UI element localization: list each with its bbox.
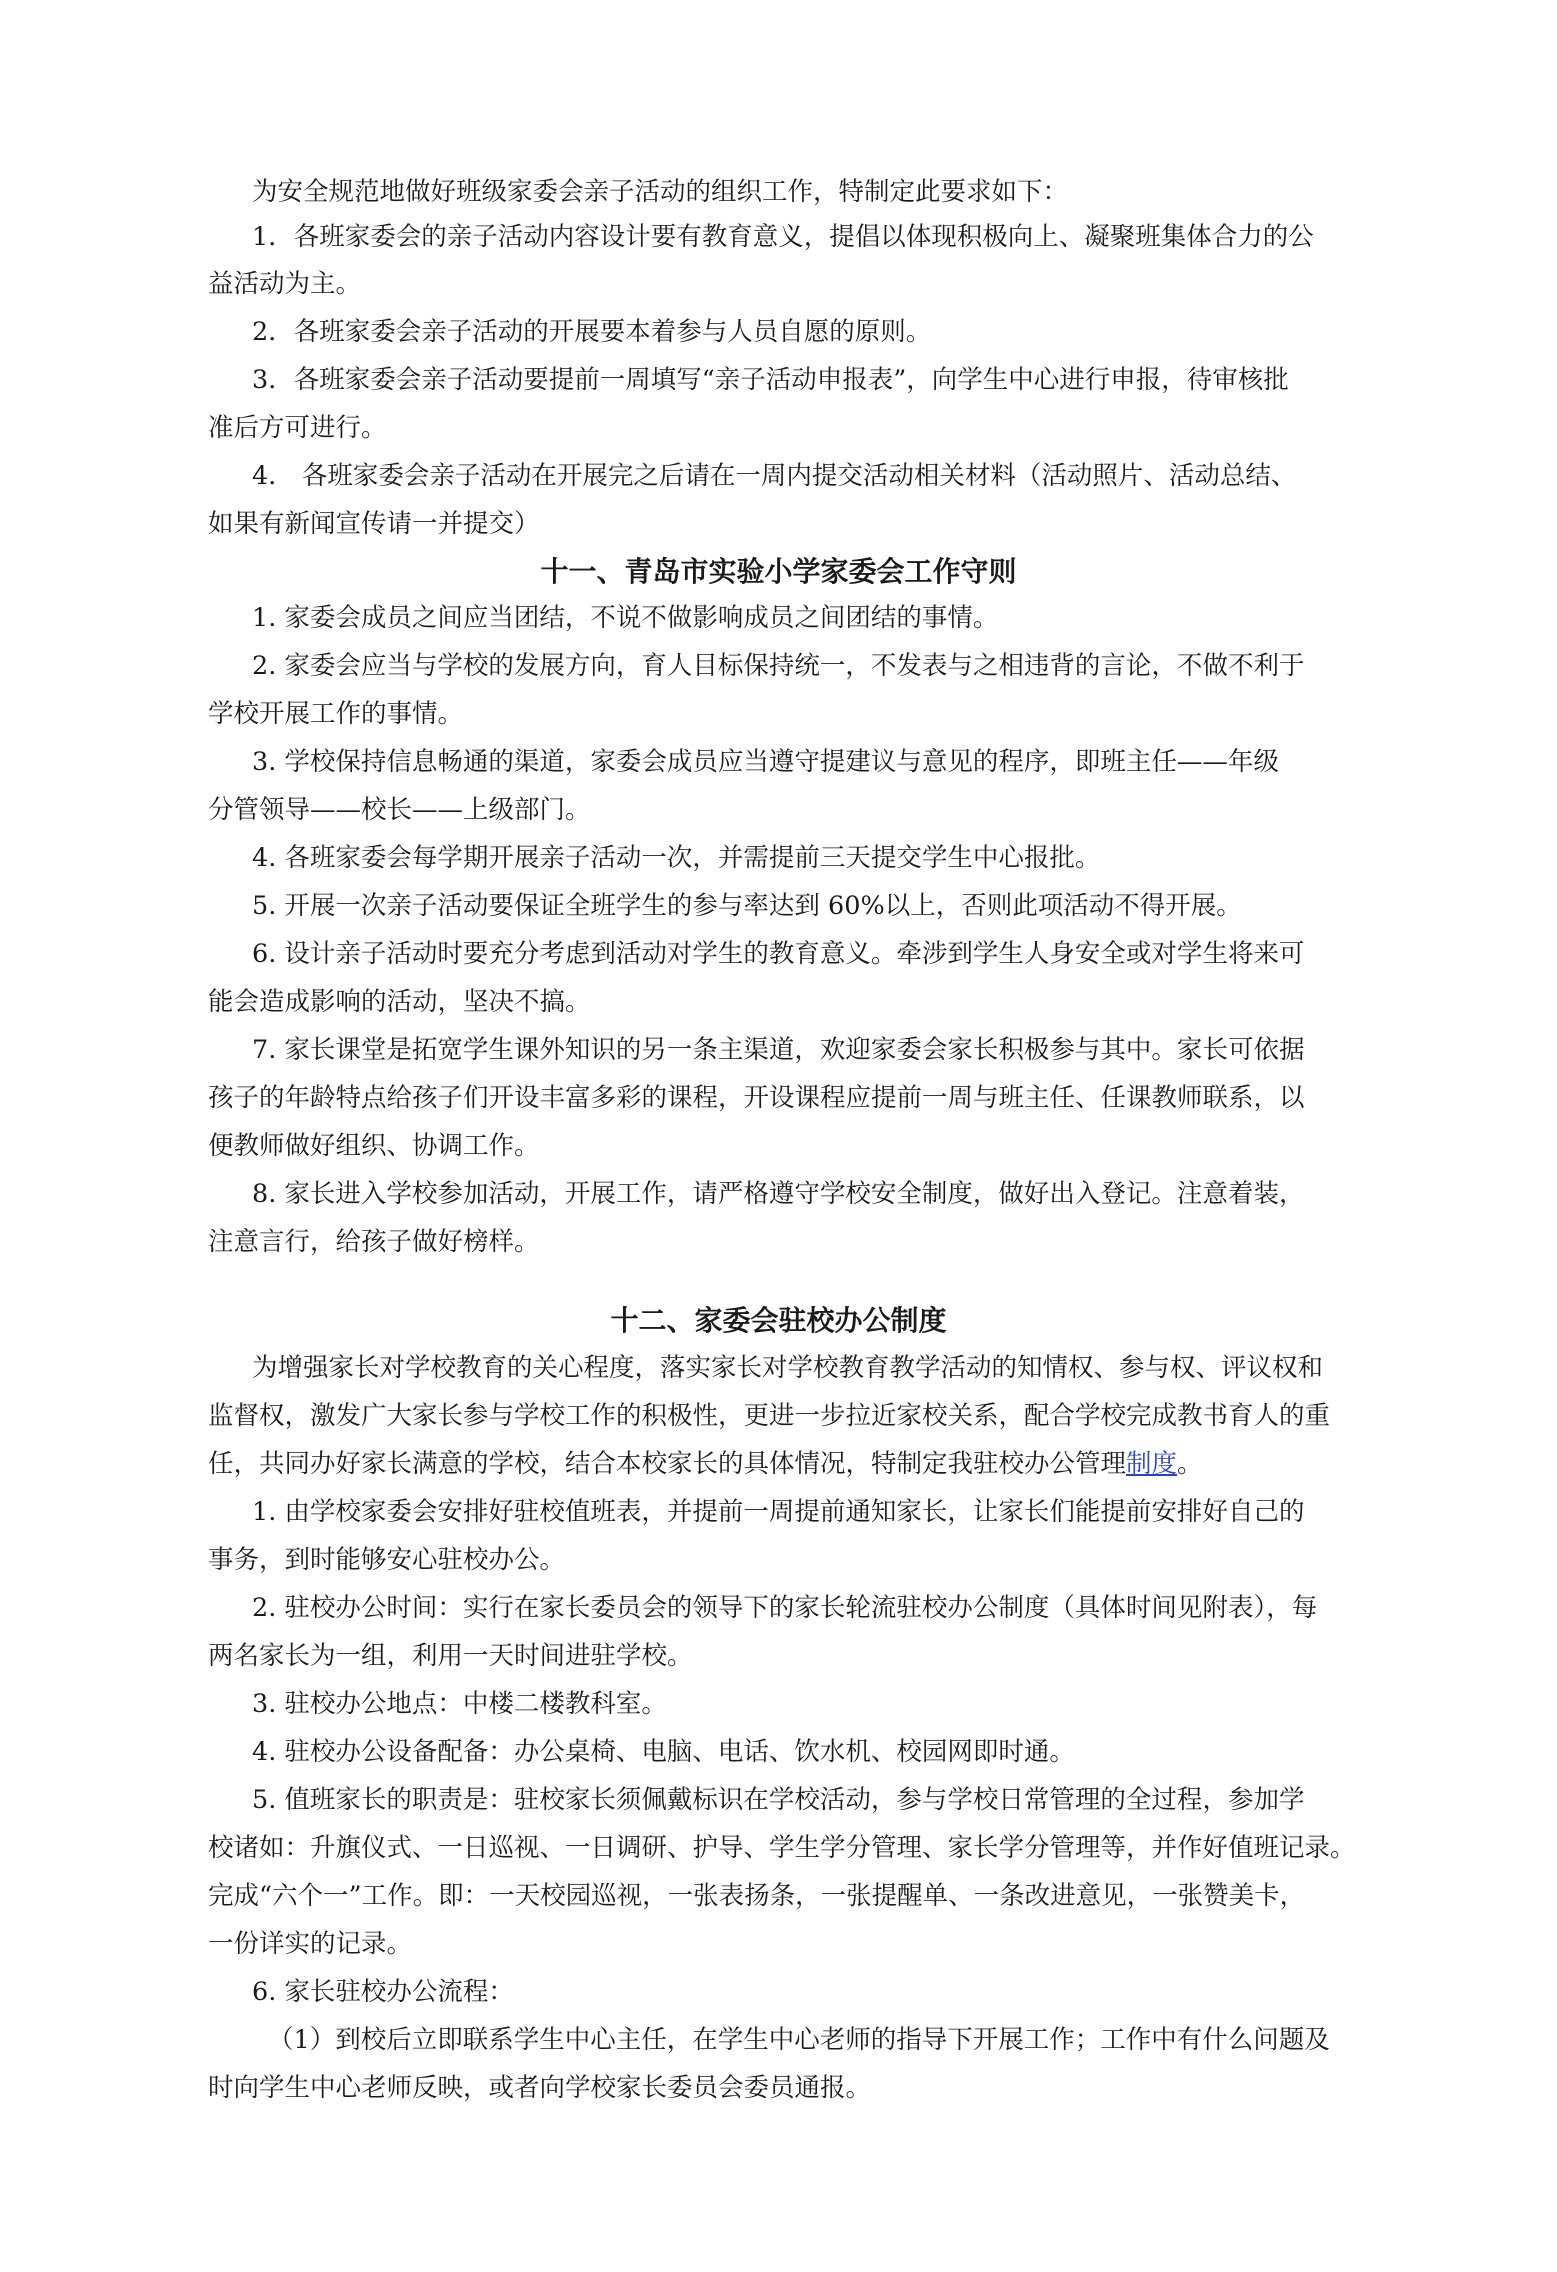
rule-2-cont: 学校开展工作的事情。 — [208, 699, 464, 729]
item-2: 2. 驻校办公时间：实行在家长委员会的领导下的家长轮流驻校办公制度（具体时间见附表），每 — [252, 1593, 1318, 1623]
rule-8: 8. 家长进入学校参加活动，开展工作，请严格遵守学校安全制度，做好出入登记。注意着装， — [252, 1179, 1305, 1209]
rule-3-cont: 分管领导——校长——上级部门。 — [208, 795, 591, 825]
intro-item-1-cont: 益活动为主。 — [208, 269, 362, 299]
intro-item-1: 1．各班家委会的亲子活动内容设计要有教育意义，提倡以体现积极向上、凝聚班集体合力的公 — [252, 222, 1314, 252]
rule-6-cont: 能会造成影响的活动，坚决不搞。 — [208, 987, 591, 1017]
item-2-cont: 两名家长为一组，利用一天时间进驻学校。 — [208, 1641, 693, 1671]
intro-item-4-cont: 如果有新闻宣传请一并提交） — [208, 509, 540, 539]
rule-7-cont-2: 便教师做好组织、协调工作。 — [208, 1131, 540, 1161]
item-1-cont: 事务，到时能够安心驻校办公。 — [208, 1545, 566, 1575]
section-11-title: 十一、青岛市实验小学家委会工作守则 — [540, 555, 1017, 588]
rule-2: 2. 家委会应当与学校的发展方向，育人目标保持统一，不发表与之相违背的言论，不做不利于 — [252, 651, 1305, 681]
section-12-intro: 为增强家长对学校教育的关心程度，落实家长对学校教育教学活动的知情权、参与权、评议权和 — [252, 1353, 1324, 1383]
item-4: 4. 驻校办公设备配备：办公桌椅、电脑、电话、饮水机、校园网即时通。 — [252, 1737, 1075, 1767]
rule-6: 6. 设计亲子活动时要充分考虑到活动对学生的教育意义。牵涉到学生人身安全或对学生将来可 — [252, 939, 1305, 969]
item-5-cont-3: 一份详实的记录。 — [208, 1929, 413, 1959]
section-12-intro-text: 任，共同办好家长满意的学校，结合本校家长的具体情况，特制定我驻校办公管理 — [208, 1449, 1127, 1479]
regulation-link[interactable]: 制度 — [1126, 1449, 1178, 1479]
rule-5: 5. 开展一次亲子活动要保证全班学生的参与率达到 60%以上，否则此项活动不得开展。 — [252, 891, 1242, 921]
rule-1: 1. 家委会成员之间应当团结，不说不做影响成员之间团结的事情。 — [252, 603, 999, 633]
item-6: 6. 家长驻校办公流程： — [252, 1977, 514, 2007]
section-12-intro-cont-1: 监督权，激发广大家长参与学校工作的积极性，更进一步拉近家校关系，配合学校完成教书育人的重 — [208, 1401, 1331, 1431]
section-12-title: 十二、家委会驻校办公制度 — [610, 1304, 947, 1337]
rule-7-cont-1: 孩子的年龄特点给孩子们开设丰富多彩的课程，开设课程应提前一周与班主任、任课教师联系，以 — [208, 1083, 1305, 1113]
rule-8-cont: 注意言行，给孩子做好榜样。 — [208, 1227, 540, 1257]
rule-4: 4. 各班家委会每学期开展亲子活动一次，并需提前三天提交学生中心报批。 — [252, 843, 1101, 873]
section-12-intro-cont-2 — [0, 1446, 1557, 1482]
intro-item-4: 4． 各班家委会亲子活动在开展完之后请在一周内提交活动相关材料（活动照片、活动总结、 — [252, 461, 1297, 491]
item-3: 3. 驻校办公地点：中楼二楼教科室。 — [252, 1689, 667, 1719]
item-5-cont-1: 校诸如：升旗仪式、一日巡视、一日调研、护导、学生学分管理、家长学分管理等，并作好值班记录。 — [208, 1833, 1356, 1863]
item-5: 5. 值班家长的职责是：驻校家长须佩戴标识在学校活动，参与学校日常管理的全过程，参加学 — [252, 1785, 1305, 1815]
item-6-sub-1: （1）到校后立即联系学生中心主任，在学生中心老师的指导下开展工作；工作中有什么问题及 — [268, 2025, 1330, 2055]
intro-item-2: 2．各班家委会亲子活动的开展要本着参与人员自愿的原则。 — [252, 317, 932, 347]
rule-7: 7. 家长课堂是拓宽学生课外知识的另一条主渠道，欢迎家委会家长积极参与其中。家长可依据 — [252, 1035, 1305, 1065]
rule-3: 3. 学校保持信息畅通的渠道，家委会成员应当遵守提建议与意见的程序，即班主任——年级 — [252, 747, 1279, 777]
item-1: 1. 由学校家委会安排好驻校值班表，并提前一周提前通知家长，让家长们能提前安排好自己的 — [252, 1497, 1305, 1527]
item-5-cont-2: 完成“六个一”工作。即：一天校园巡视，一张表扬条，一张提醒单、一条改进意见，一张赞美卡， — [208, 1881, 1306, 1911]
intro-item-3: 3．各班家委会亲子活动要提前一周填写“亲子活动申报表”，向学生中心进行申报，待审核批 — [252, 365, 1289, 395]
intro-item-3-cont: 准后方可进行。 — [208, 413, 387, 443]
intro-paragraph: 为安全规范地做好班级家委会亲子活动的组织工作，特制定此要求如下： — [252, 177, 1069, 207]
section-12-intro-end: 。 — [1177, 1449, 1203, 1479]
item-6-sub-1-cont: 时向学生中心老师反映，或者向学校家长委员会委员通报。 — [208, 2073, 872, 2103]
